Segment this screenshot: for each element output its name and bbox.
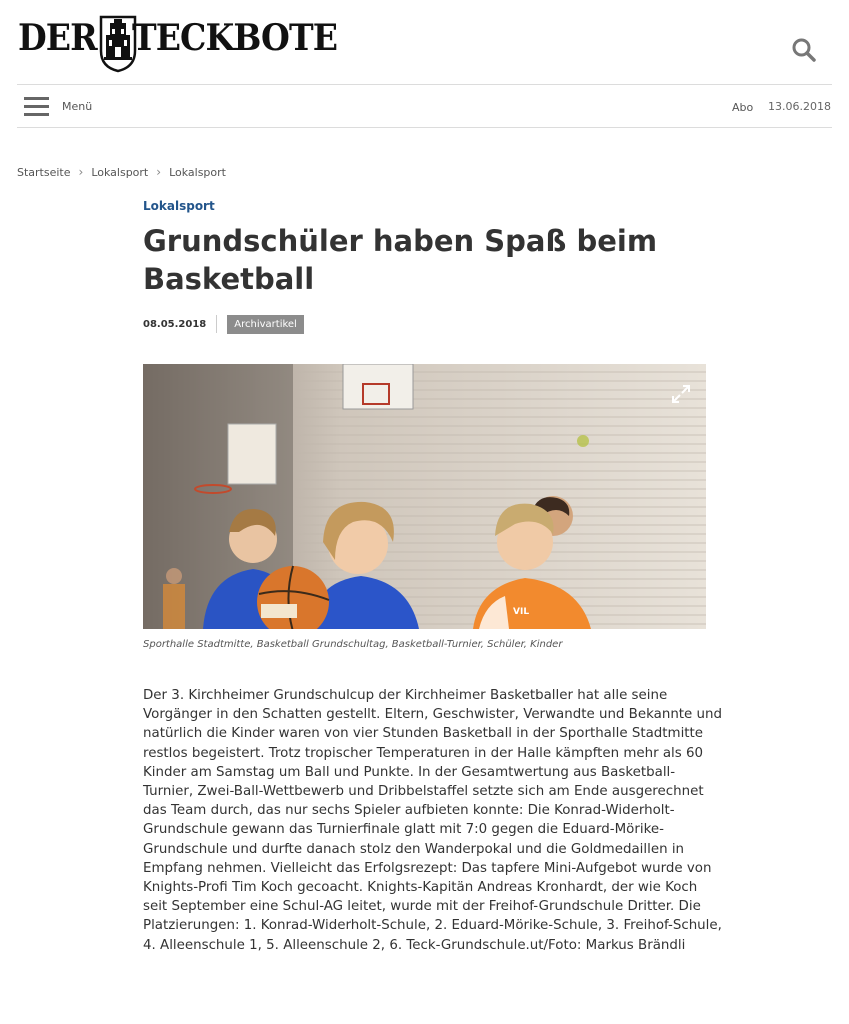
breadcrumb-item-lokalsport-current[interactable]: Lokalsport — [169, 165, 226, 179]
expand-image-button[interactable] — [670, 383, 692, 405]
menu-label: Menü — [62, 99, 93, 113]
article-image[interactable] — [143, 364, 706, 629]
menu-button[interactable] — [24, 95, 92, 117]
nav-divider-top — [17, 84, 832, 85]
archive-badge: Archivartikel — [227, 315, 304, 334]
meta-divider — [216, 315, 217, 333]
chevron-right-icon: › — [156, 165, 162, 179]
hamburger-icon — [24, 96, 49, 116]
article-body: Der 3. Kirchheimer Grundschulcup der Kirchheimer Basketballer hat alle seine Vorgänger in den Schatten gestellt. Eltern, Geschwister, Verwandte und Bekannte und natürlich die Kinder waren von vier Stunden Basketball in der Sporthalle Stadtmitte restlos begeistert. Trotz tropischer Temperaturen in der Halle kämpften mehr als 60 Kinder am Samstag um Ball und Punkte. In der Gesamtwertung aus Basketball-Turnier, Zwei-Ball-Wettbewerb und Dribbelstaffel setzte sich am Ende ausgerechnet das Team durch, das nur sechs Spieler aufbieten konnte: Die Konrad-Widerholt-Grundschule gewann das Turnierfinale glatt mit 7:0 gegen die Eduard-Mörike-Grundschule und durfte danach stolz den Wanderpokal und die Goldmedaillen in Empfang nehmen. Vielleicht das Erfolgsrezept: Das tapfere Mini-Aufgebot wurde von Knights-Profi Tim Koch gecoacht. Knights-Kapitän Andreas Kronhardt, der wie Koch seit September eine Schul-AG leitet, wurde mit der Freihof-Grundschule Dritter. Die Platzierungen: 1. Konrad-Widerholt-Schule, 2. Eduard-Mörike-Schule, 3. Freihof-Schule, 4. Alleenschule 1, 5. Alleenschule 2, 6. Teck-Grundschule.ut/Foto: Markus Brändli — [143, 688, 723, 953]
abo-link[interactable]: Abo — [732, 101, 754, 114]
breadcrumb — [17, 165, 226, 179]
logo-word-der: DER — [18, 17, 97, 59]
svg-text:VIL: VIL — [513, 607, 530, 617]
breadcrumb-item-lokalsport[interactable]: Lokalsport — [91, 165, 149, 179]
current-date: 13.06.2018 — [768, 100, 831, 113]
chevron-right-icon: › — [78, 165, 84, 179]
image-caption: Sporthalle Stadtmitte, Basketball Grundschultag, Basketball-Turnier, Schüler, Kinder — [143, 639, 563, 650]
search-icon — [790, 36, 818, 64]
article-headline: Grundschüler haben Spaß beim Basketball — [143, 224, 658, 296]
article-date: 08.05.2018 — [143, 318, 207, 330]
logo-word-teckbote: TECKBOTE — [131, 17, 337, 59]
basketball-photo — [143, 364, 706, 629]
breadcrumb-item-startseite[interactable]: Startseite — [17, 165, 71, 179]
search-button[interactable] — [790, 36, 818, 64]
site-logo[interactable] — [18, 13, 354, 75]
article-kicker[interactable]: Lokalsport — [143, 199, 215, 213]
nav-divider-bottom — [17, 127, 832, 128]
article-meta — [143, 313, 304, 335]
expand-arrows-icon — [670, 383, 692, 405]
